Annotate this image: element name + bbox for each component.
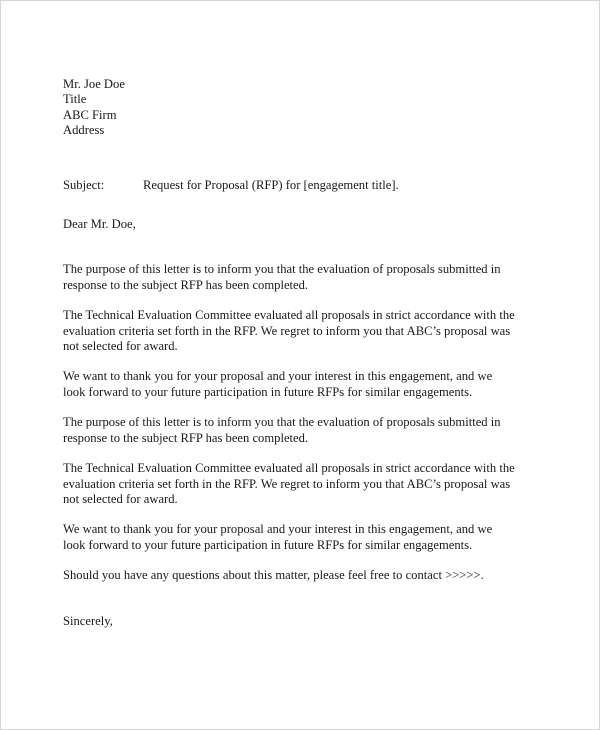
recipient-address: Address [63,123,105,138]
paragraph-1 [63,262,553,293]
paragraph-line: The Technical Evaluation Committee evaluated all proposals in strict accordance with the [63,461,515,476]
recipient-name: Mr. Joe Doe [63,77,125,91]
paragraph-5 [63,461,553,507]
paragraph-line: not selected for award. [63,491,178,506]
paragraph-line: We want to thank you for your proposal and your interest in this engagement, and we [63,522,493,537]
paragraph-4 [63,415,553,446]
subject-text: Request for Proposal (RFP) for [engagement title]. [143,177,399,192]
paragraph-line: not selected for award. [63,339,178,354]
paragraph-line: response to the subject RFP has been completed. [63,430,309,445]
paragraph-line: response to the subject RFP has been completed. [63,277,309,292]
paragraph-3 [63,369,553,400]
paragraph-line: evaluation criteria set forth in the RFP. We regret to inform you that ABC’s proposal was [63,476,511,491]
paragraph-line: We want to thank you for your proposal and your interest in this engagement, and we [63,369,493,384]
signoff: Sincerely, [63,613,113,628]
recipient-title: Title [63,92,87,107]
paragraph-line: look forward to your future participation in future RFPs for similar engagements. [63,384,473,399]
paragraph-6 [63,522,553,553]
recipient-firm: ABC Firm [63,107,117,122]
letter-body [63,77,553,629]
subject-label: Subject: [63,177,105,192]
paragraph-line: evaluation criteria set forth in the RFP. We regret to inform you that ABC’s proposal was [63,323,511,338]
paragraph-line: look forward to your future participation in future RFPs for similar engagements. [63,537,473,552]
recipient-address-block [63,77,553,139]
salutation: Dear Mr. Doe, [63,217,136,232]
closing-question: Should you have any questions about this matter, please feel free to contact >>>>>. [63,568,484,583]
paragraph-2 [63,308,553,354]
paragraph-line: The purpose of this letter is to inform you that the evaluation of proposals submitted in [63,262,501,277]
subject-line [63,178,553,193]
paragraph-line: The Technical Evaluation Committee evaluated all proposals in strict accordance with the [63,308,515,323]
paragraph-line: The purpose of this letter is to inform you that the evaluation of proposals submitted in [63,415,501,430]
